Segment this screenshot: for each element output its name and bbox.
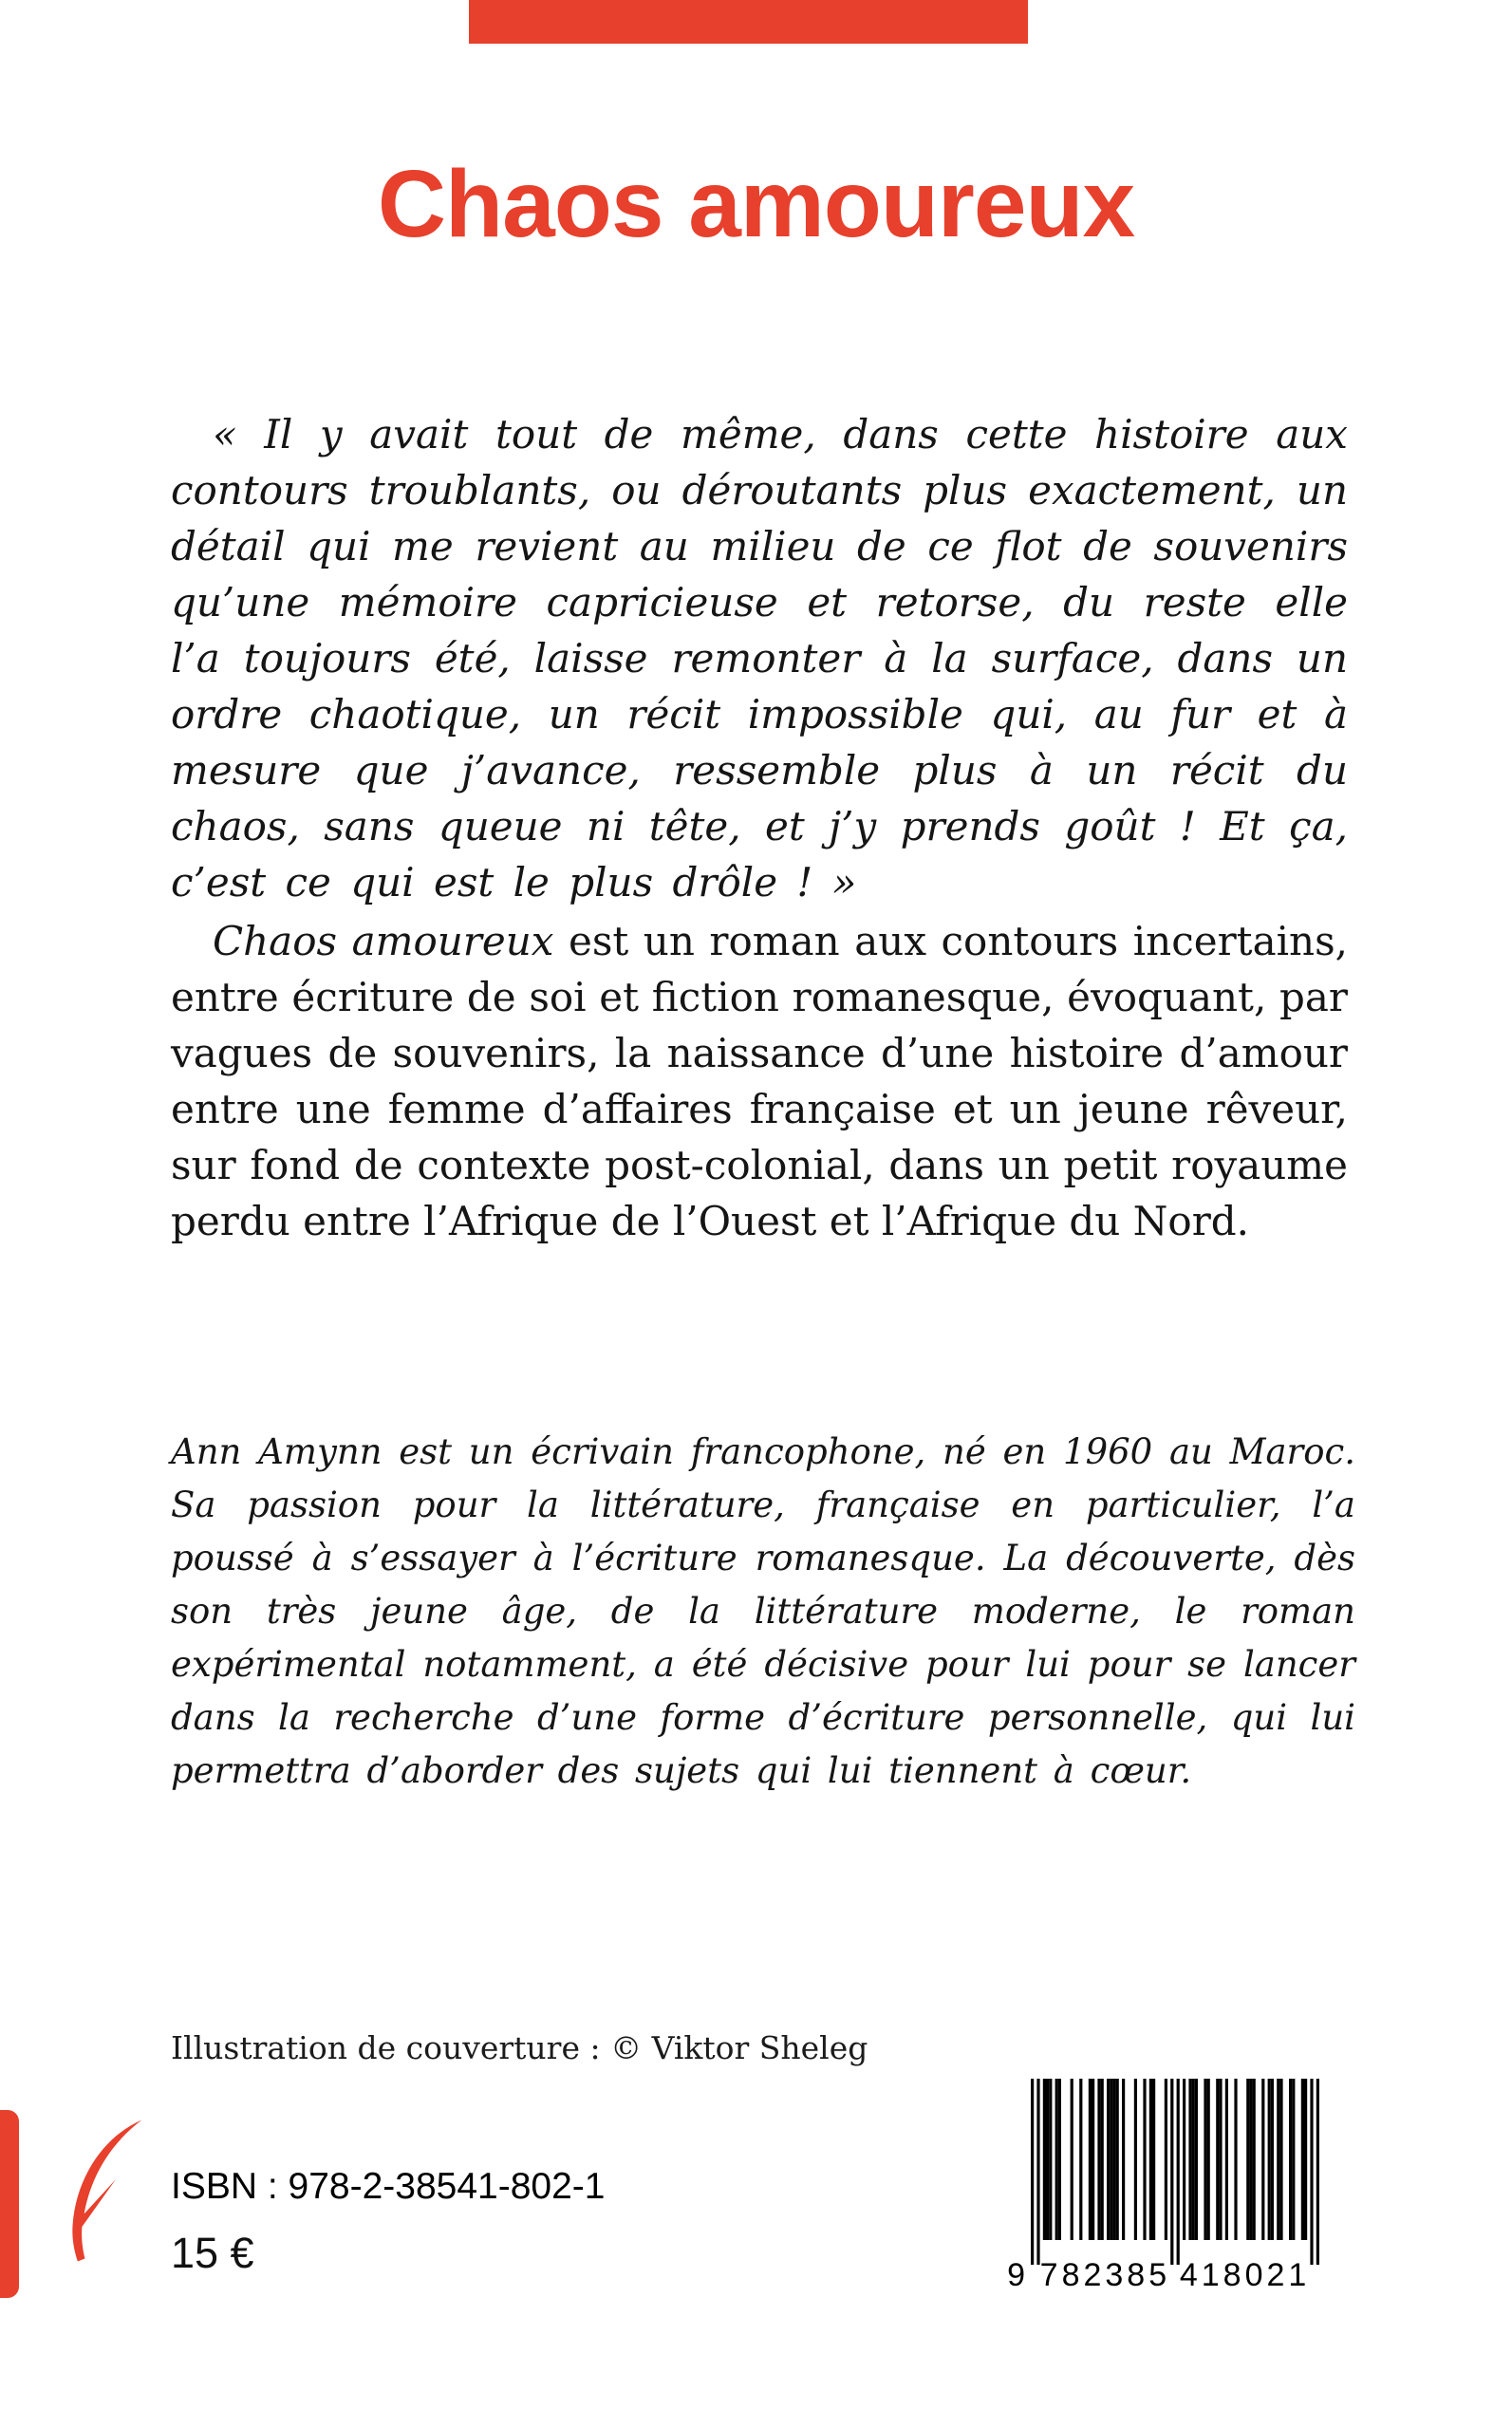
price-text: 15 € [171,2229,254,2277]
svg-text:418021: 418021 [1179,2257,1311,2291]
svg-text:9: 9 [1007,2257,1025,2291]
svg-text:782385: 782385 [1039,2257,1171,2291]
spine-accent-bar [0,2110,19,2298]
excerpt-quote: « Il y avait tout de même, dans cette histoire aux contours troublants, ou déroutants plus exactement, un détail qui me revient au milieu de ce flot de souvenirs qu’une mémoire capricieuse et retorse, du reste elle l’a toujours été, laisse remonter à la surface, dans un ordre chaotique, un récit impossible qui, au fur et à mesure que j’avance, ressemble plus à un récit du chaos, sans queue ni tête, et j’y prends goût ! Et ça, c’est ce qui est le plus drôle ! » [171,411,1348,906]
ean13-barcode [1002,2079,1329,2291]
isbn-text: ISBN : 978-2-38541-802-1 [171,2166,606,2207]
illustration-credit: Illustration de couverture : © Viktor Sheleg [171,2029,868,2066]
author-bio: Ann Amynn est un écrivain francophone, né en 1960 au Maroc. Sa passion pour la littérature, française en particulier, l’a poussé à s’essayer à l’écriture romanesque. La découverte, dès son très jeune âge, de la littérature moderne, le roman expérimental notamment, a été décisive pour lui pour se lancer dans la recherche d’une forme d’écriture personnelle, qui lui permettra d’aborder des sujets qui lui tiennent à cœur. [171,1431,1355,1791]
quill-feather-icon [66,2119,148,2263]
synopsis-paragraph [171,913,1348,1249]
top-accent-bar [469,0,1028,44]
synopsis-book-name: Chaos amoureux [213,918,554,964]
book-title: Chaos amoureux [377,151,1135,257]
synopsis-text: est un roman aux contours incertains, entre écriture de soi et fiction romanesque, évoquant, par vagues de souvenirs, la naissance d’une histoire d’amour entre une femme d’affaires française et un jeune rêveur, sur fond de contexte post-colonial, dans un petit royaume perdu entre l’Afrique de l’Ouest et l’Afrique du Nord. [171,918,1348,1244]
barcode [1002,2079,1329,2291]
